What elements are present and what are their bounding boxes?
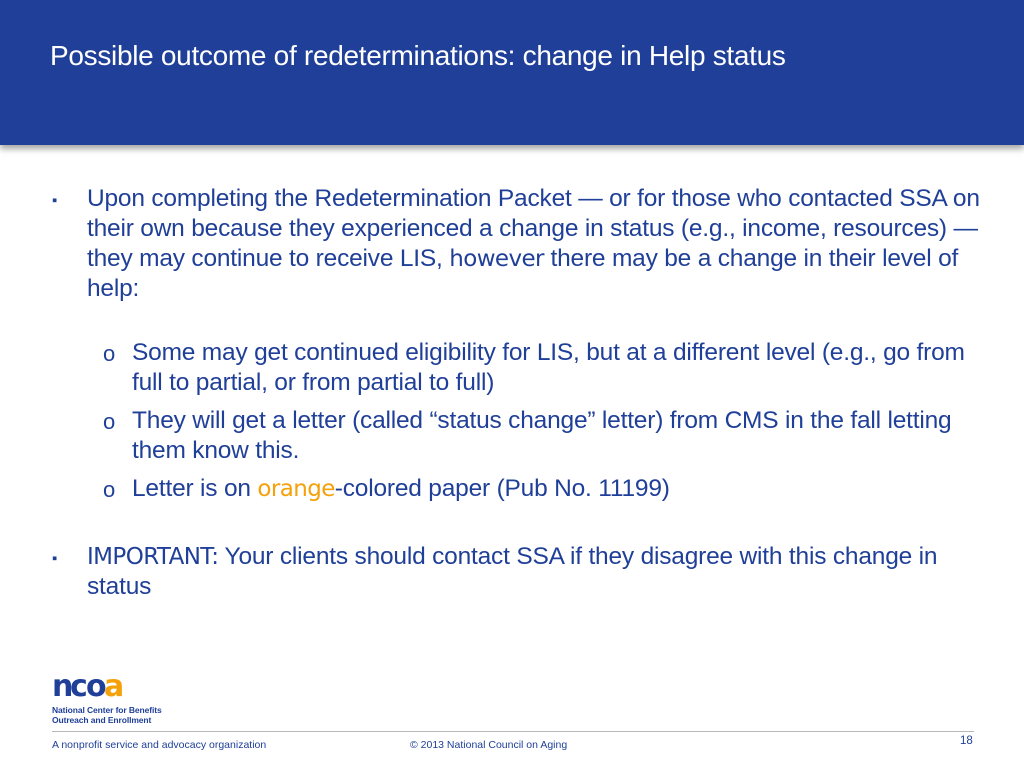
ncoa-logo xyxy=(52,669,162,725)
footer-copyright: © 2013 National Council on Aging xyxy=(410,739,568,751)
slide-content xyxy=(50,184,980,602)
sub-item-text: Some may get continued eligibility for LIS, but at a different level (e.g., go from full to partial, or from partial to full) xyxy=(132,339,965,396)
logo-tagline xyxy=(52,705,162,725)
sub-item-orange-paper xyxy=(50,474,980,504)
logo-letter-a: a xyxy=(104,669,123,704)
important-label: IMPORTANT: xyxy=(87,544,219,570)
sub-item-text-before: Letter is on xyxy=(132,475,258,502)
logo-letter-o: o xyxy=(86,669,105,704)
important-text: Your clients should contact SSA if they disagree with this change in status xyxy=(87,543,938,600)
ncoa-wordmark xyxy=(52,669,132,704)
square-bullet-icon: ▪ xyxy=(52,550,58,567)
logo-letter-c: c xyxy=(70,669,86,704)
bullet-text-after: there may be a change in their level of help: xyxy=(87,245,959,302)
logo-line-2: Outreach and Enrollment xyxy=(52,715,152,725)
orange-highlight: orange xyxy=(257,476,335,502)
footer-divider xyxy=(52,731,974,732)
square-bullet-icon: ▪ xyxy=(52,192,58,209)
bullet-important xyxy=(50,542,980,602)
page-number: 18 xyxy=(960,735,973,747)
bullet-redetermination xyxy=(50,184,980,304)
sub-item-letter xyxy=(50,406,980,466)
slide-header xyxy=(0,0,1024,145)
emphasis-however: however xyxy=(449,246,544,272)
slide-title: Possible outcome of redeterminations: change in Help status xyxy=(50,40,786,71)
logo-line-1: National Center for Benefits xyxy=(52,705,162,715)
footer-organization: A nonprofit service and advocacy organization xyxy=(52,739,267,751)
circle-bullet-icon: o xyxy=(103,409,116,434)
circle-bullet-icon: o xyxy=(103,341,116,366)
bullet-text-before: Upon completing the Redetermination Packet — or for those who contacted SSA on their own because they experienced a change in status (e.g., income, resources) — they may continue to receive LIS, xyxy=(87,185,980,272)
circle-bullet-icon: o xyxy=(103,477,116,502)
logo-letter-n: n xyxy=(52,669,72,704)
sub-item-eligibility xyxy=(50,338,980,398)
sub-item-text: They will get a letter (called “status change” letter) from CMS in the fall letting them know this. xyxy=(132,407,952,464)
sub-item-text-after: -colored paper (Pub No. 11199) xyxy=(334,475,670,502)
